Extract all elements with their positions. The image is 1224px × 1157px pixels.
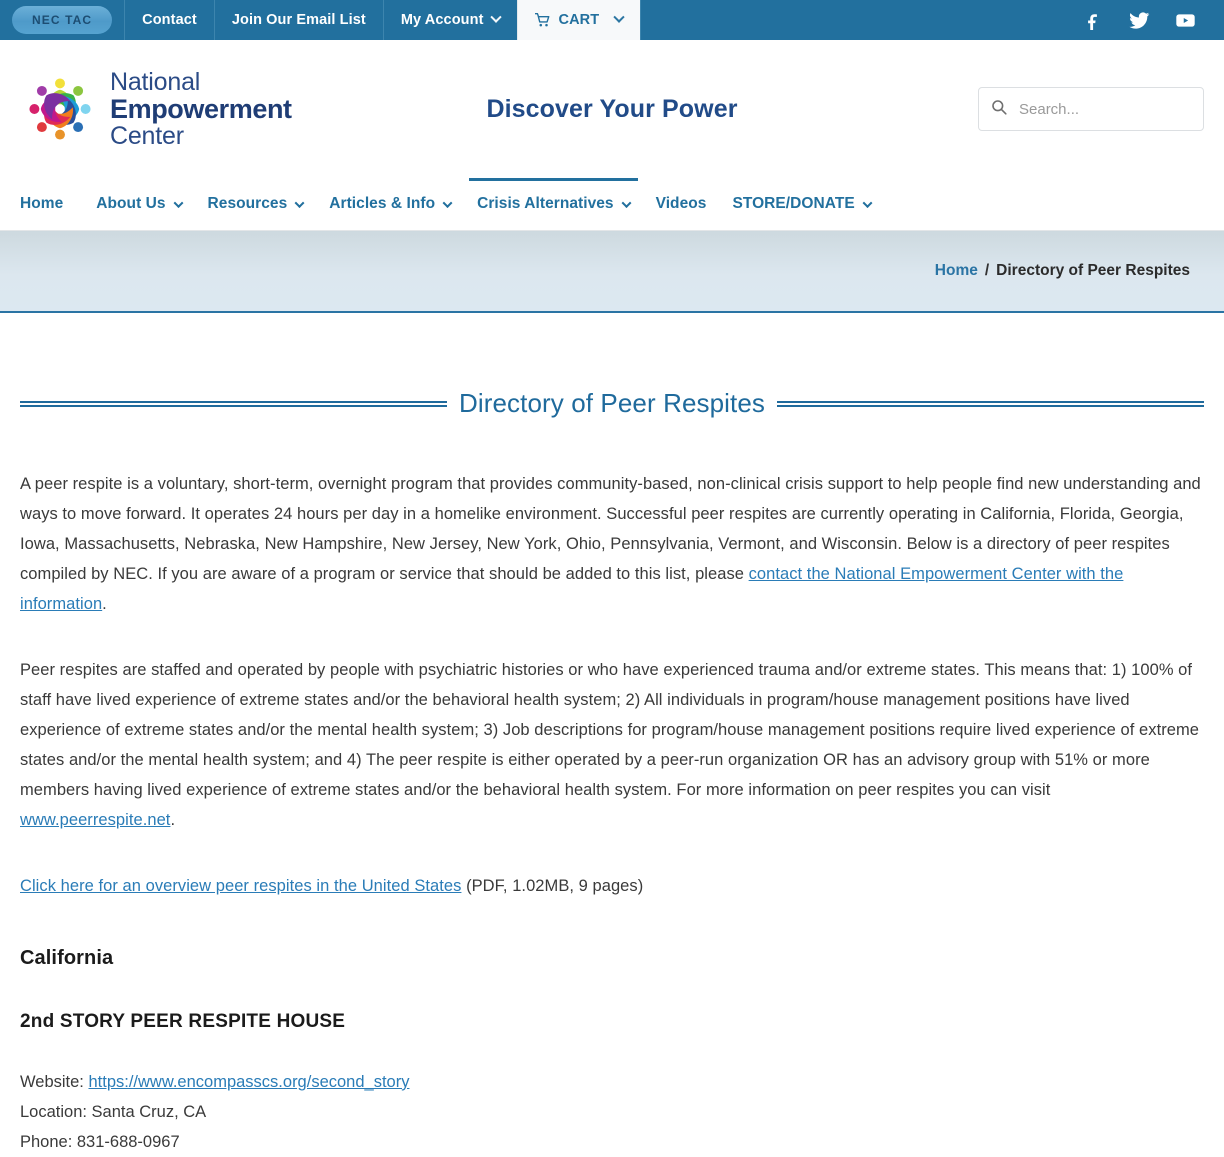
- empowerment-starburst-logo-icon: [20, 69, 100, 149]
- search-box[interactable]: [978, 87, 1204, 131]
- nav-item-videos-label: Videos: [655, 195, 707, 212]
- search-icon: [991, 99, 1007, 120]
- staffing-paragraph: [20, 655, 1204, 835]
- top-link-join-email-list-label: Join Our Email List: [231, 12, 366, 28]
- nav-item-videos[interactable]: [643, 178, 720, 230]
- program-phone-line: Phone: 831-688-0967: [20, 1132, 180, 1151]
- site-header: [0, 40, 1224, 178]
- nec-tac-button-wrap: [0, 0, 124, 40]
- nav-item-home-label: Home: [20, 195, 64, 212]
- site-tagline: Discover Your Power: [486, 94, 738, 123]
- logo-line-empowerment: Empowerment: [110, 93, 292, 124]
- nav-item-home[interactable]: [20, 178, 83, 230]
- intro-paragraph: [20, 469, 1204, 619]
- top-utility-links: [0, 0, 641, 40]
- twitter-icon[interactable]: [1128, 9, 1150, 31]
- top-link-contact-label: Contact: [142, 12, 197, 28]
- staffing-paragraph-text-2: .: [170, 810, 176, 829]
- logo-line-national: National: [110, 67, 201, 96]
- search-input[interactable]: [1017, 100, 1191, 119]
- state-heading-california: California: [20, 946, 114, 969]
- nav-item-resources[interactable]: [195, 178, 317, 230]
- page-title-row: [20, 371, 1204, 437]
- program-details: [20, 1067, 1204, 1157]
- breadcrumb-current-page: Directory of Peer Respites: [996, 262, 1190, 279]
- program-heading-2nd-story: 2nd STORY PEER RESPITE HOUSE: [20, 1010, 346, 1032]
- title-rule-left: [20, 401, 447, 407]
- nav-item-articles-info-label: Articles & Info: [329, 195, 436, 212]
- title-rule-right: [777, 401, 1204, 407]
- nav-item-articles-info[interactable]: [316, 178, 464, 230]
- chevron-down-icon: [173, 198, 183, 208]
- nav-item-crisis-alternatives[interactable]: [464, 178, 643, 230]
- top-link-join-email-list[interactable]: [214, 0, 383, 40]
- chevron-down-icon: [295, 198, 305, 208]
- chevron-down-icon: [862, 198, 872, 208]
- intro-paragraph-text-2: .: [102, 594, 107, 613]
- nav-item-store-donate[interactable]: [719, 178, 883, 230]
- program-website-line: [20, 1067, 1204, 1097]
- nav-item-resources-label: Resources: [207, 195, 288, 212]
- breadcrumb: [0, 231, 1224, 313]
- page-content: [0, 371, 1224, 1157]
- nav-item-crisis-alternatives-label: Crisis Alternatives: [477, 195, 614, 212]
- cart-icon: [535, 13, 551, 27]
- chevron-down-icon: [490, 12, 501, 23]
- staffing-paragraph-text-1: Peer respites are staffed and operated by people with psychiatric histories or who have experienced trauma and/or extreme states. This means that: 1) 100% of staff have lived experience of extreme states and/or the behavioral health system; 2) All individuals in program/house management positions have lived experience of extreme states and/or the mental health system; 3) Job descriptions for program/house management positions require lived experience of extreme states and/or the mental health system; and 4) The peer respite is either operated by a peer-run organization OR has an advisory group with 51% or more members having lived experience of extreme states and/or the behavioral health system. For more information on peer respites you can visit: [20, 660, 1199, 799]
- chevron-down-icon: [443, 198, 453, 208]
- top-link-my-account[interactable]: [383, 0, 517, 40]
- nec-tac-button[interactable]: NEC TAC: [12, 6, 112, 34]
- cart-button[interactable]: [517, 0, 642, 40]
- logo-wordmark: [110, 69, 292, 149]
- overview-pdf-meta: (PDF, 1.02MB, 9 pages): [461, 876, 644, 895]
- breadcrumb-separator: /: [984, 262, 990, 279]
- breadcrumb-home-link[interactable]: Home: [934, 262, 978, 279]
- logo-line-center: Center: [110, 122, 184, 151]
- social-links: [1082, 0, 1224, 40]
- facebook-icon[interactable]: [1082, 9, 1104, 31]
- top-utility-bar: [0, 0, 1224, 40]
- nav-item-store-donate-label: STORE/DONATE: [732, 195, 855, 212]
- chevron-down-icon: [614, 12, 625, 23]
- cart-label: CART: [558, 12, 600, 28]
- program-location-line: Location: Santa Cruz, CA: [20, 1102, 207, 1121]
- program-website-link[interactable]: https://www.encompasscs.org/second_story: [88, 1072, 410, 1091]
- chevron-down-icon: [621, 198, 631, 208]
- site-logo[interactable]: [20, 69, 292, 149]
- top-link-my-account-label: My Account: [400, 12, 484, 28]
- page-title: Directory of Peer Respites: [458, 388, 766, 419]
- peerrespite-net-link[interactable]: www.peerrespite.net: [20, 810, 171, 829]
- website-label: Website:: [20, 1072, 89, 1091]
- nav-item-about-us[interactable]: [83, 178, 194, 230]
- youtube-icon[interactable]: [1174, 9, 1196, 31]
- overview-pdf-paragraph: [20, 871, 1204, 901]
- intro-paragraph-text-1: A peer respite is a voluntary, short-term, overnight program that provides community-based, non-clinical crisis support to help people find new understanding and ways to move forward. It operates 24 hours per day in a homelike environment. Successful peer respites are currently operating in California, Florida, Georgia, Iowa, Massachusetts, Nebraska, New Hampshire, New Jersey, New York, Ohio, Pennsylvania, Vermont, and Wisconsin. Below is a directory of peer respites compiled by NEC. If you are aware of a program or service that should be added to this list, please: [20, 474, 1201, 583]
- top-link-contact[interactable]: [124, 0, 214, 40]
- main-navigation: [0, 178, 1224, 231]
- nav-item-about-us-label: About Us: [96, 195, 166, 212]
- contact-nec-link[interactable]: contact the National Empowerment Center with the information: [20, 564, 1124, 613]
- overview-pdf-link[interactable]: Click here for an overview peer respites in the United States: [20, 876, 462, 895]
